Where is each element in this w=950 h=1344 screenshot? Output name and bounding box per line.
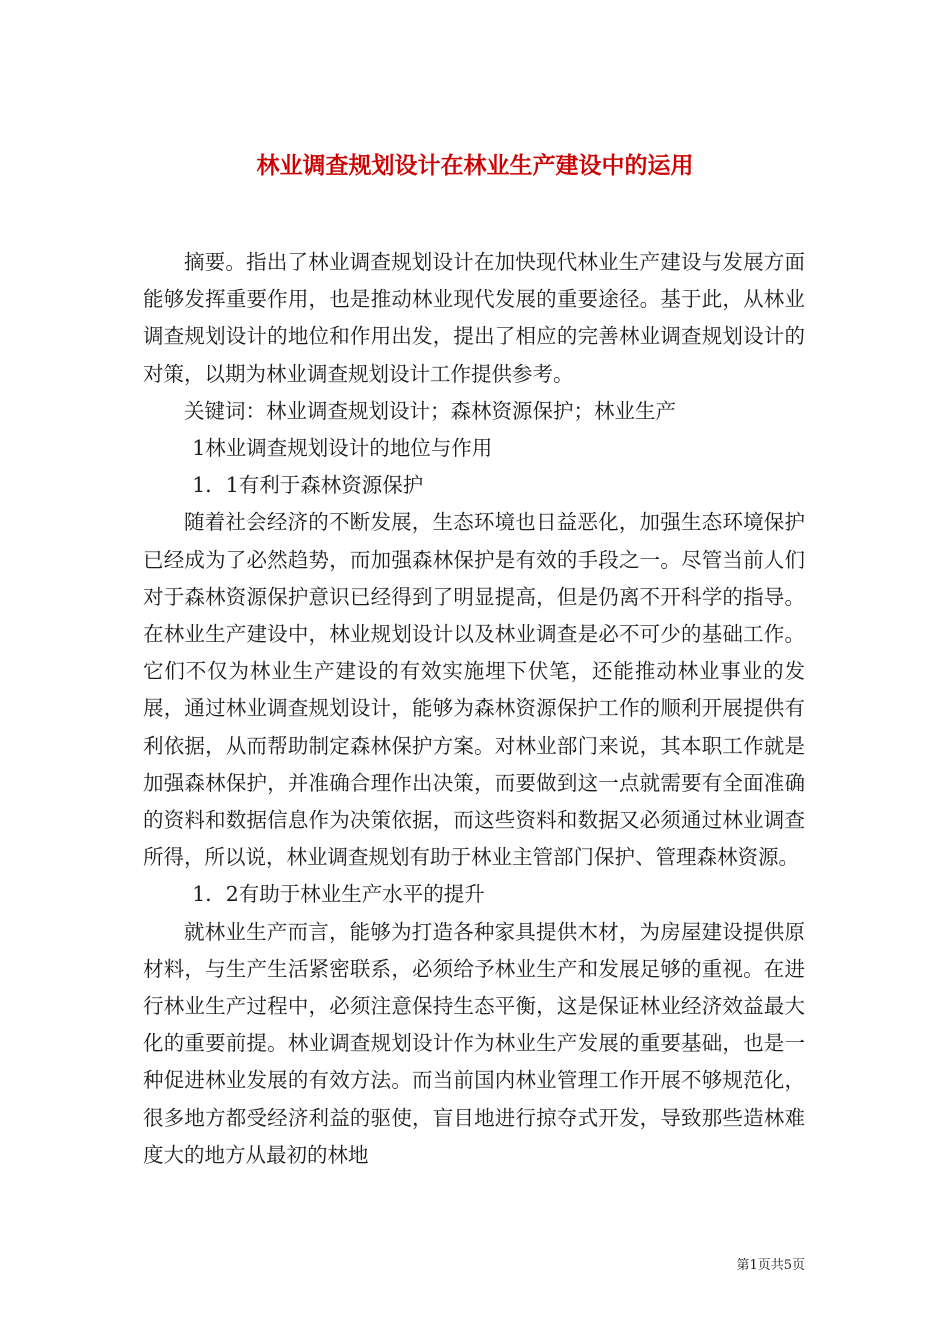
abstract-paragraph: 摘要。指出了林业调查规划设计在加快现代林业生产建设与发展方面能够发挥重要作用，也是推动林业现代发展的重要途径。基于此，从林业调查规划设计的地位和作用出发，提出了相应的完善林业调查规划设计的对策，以期为林业调查规划设计工作提供参考。: [143, 250, 805, 386]
keywords-paragraph: 关键词：林业调查规划设计；森林资源保护；林业生产: [184, 398, 676, 423]
body-paragraph: 就林业生产而言，能够为打造各种家具提供木材，为房屋建设提供原材料，与生产生活紧密联系，必须给予林业生产和发展足够的重视。在进行林业生产过程中，必须注意保持生态平衡，这是保证林业经济效益最大化的重要前提。林业调查规划设计作为林业生产发展的重要基础，也是一种促进林业发展的有效方法。而当前国内林业管理工作开展不够规范化，很多地方都受经济利益的驱使，盲目地进行掠夺式开发，导致那些造林难度大的地方从最初的林地: [143, 919, 805, 1167]
section-heading: 1林业调查规划设计的地位与作用: [192, 436, 493, 461]
subsection-heading: 1．1有利于森林资源保护: [192, 473, 424, 498]
subsection-heading: 1．2有助于林业生产水平的提升: [192, 882, 485, 907]
page-title: 林业调查规划设计在林业生产建设中的运用: [256, 152, 694, 180]
page-number: 第1页共5页: [736, 1258, 805, 1273]
document-body: [143, 244, 805, 1174]
body-paragraph: 随着社会经济的不断发展，生态环境也日益恶化，加强生态环境保护已经成为了必然趋势，而加强森林保护是有效的手段之一。尽管当前人们对于森林资源保护意识已经得到了明显提高，但是仍离不开科学的指导。在林业生产建设中，林业规划设计以及林业调查是必不可少的基础工作。它们不仅为林业生产建设的有效实施埋下伏笔，还能推动林业事业的发展，通过林业调查规划设计，能够为森林资源保护工作的顺利开展提供有利依据，从而帮助制定森林保护方案。对林业部门来说，其本职工作就是加强森林保护，并准确合理作出决策，而要做到这一点就需要有全面准确的资料和数据信息作为决策依据，而这些资料和数据又必须通过林业调查所得，所以说，林业调查规划有助于林业主管部门保护、管理森林资源。: [143, 510, 805, 870]
